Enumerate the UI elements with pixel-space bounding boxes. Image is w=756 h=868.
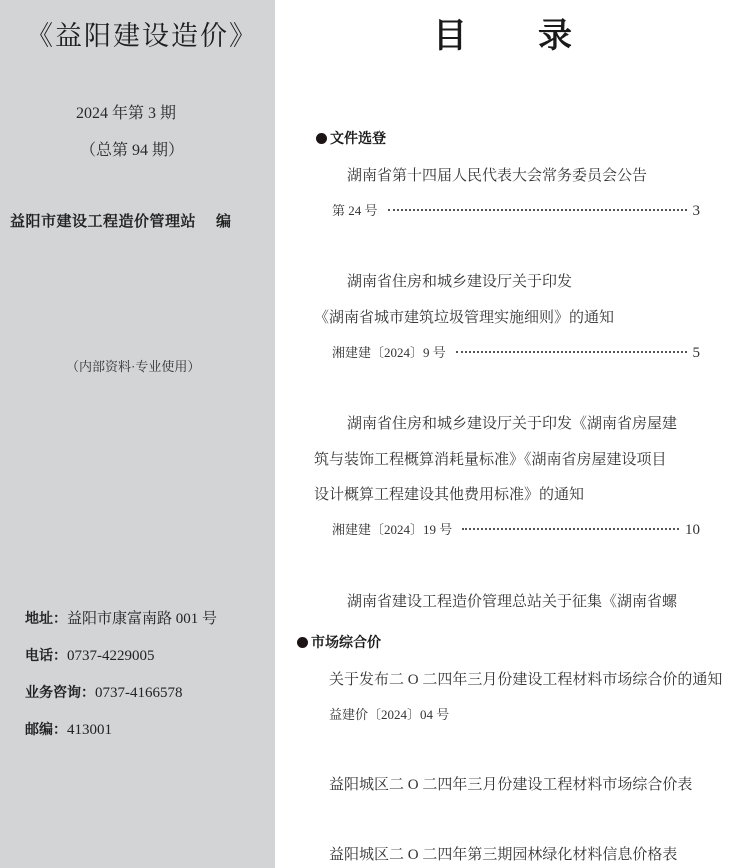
- leader-dots: [388, 209, 687, 211]
- toc-entry-line[interactable]: 《湖南省城市建筑垃圾管理实施细则》的通知: [314, 310, 615, 326]
- toc-title-char-1: 目: [433, 16, 467, 56]
- toc-entry-line[interactable]: 筑与装饰工程概算消耗量标准》《湖南省房屋建设项目: [314, 452, 667, 468]
- toc-entry-ref[interactable]: 湘建建〔2024〕19 号 10: [332, 522, 700, 538]
- leader-dots: [456, 351, 687, 353]
- zip-label: 邮编：: [25, 722, 67, 738]
- editor-suffix: 编: [216, 212, 232, 230]
- toc-entry-line[interactable]: 湖南省第十四届人民代表大会常务委员会公告: [347, 168, 648, 184]
- contact-phone: [25, 645, 155, 665]
- toc-entry-line[interactable]: 益阳城区二 O 二四年第三期园林绿化材料信息价格表: [329, 847, 678, 863]
- internal-use-note: （内部资料·专业使用）: [66, 359, 201, 374]
- leader-dots: [462, 528, 679, 530]
- phone-label: 电话：: [25, 648, 67, 664]
- page-number: 10: [685, 522, 700, 538]
- contact-business-inquiry: [25, 682, 183, 702]
- bullet-icon: [297, 637, 308, 648]
- phone-value: 0737-4229005: [67, 648, 155, 664]
- business-inquiry-value: 0737-4166578: [95, 685, 183, 701]
- bullet-icon: [316, 133, 327, 144]
- toc-entry-line[interactable]: 湖南省住房和城乡建设厅关于印发: [347, 274, 573, 290]
- business-inquiry-label: 业务咨询：: [25, 685, 95, 701]
- zip-value: 413001: [67, 722, 112, 738]
- toc-title-char-2: 录: [538, 16, 572, 56]
- address-label: 地址：: [25, 611, 67, 627]
- toc-entry-line[interactable]: 湖南省住房和城乡建设厅关于印发《湖南省房屋建: [347, 416, 678, 432]
- toc-entry-ref[interactable]: 第 24 号 3: [332, 203, 700, 219]
- page-number: 5: [692, 345, 700, 361]
- toc-entry-ref[interactable]: 益建价〔2024〕04 号: [329, 707, 450, 722]
- toc-entry-line[interactable]: 设计概算工程建设其他费用标准》的通知: [314, 487, 585, 503]
- contact-zip: [25, 719, 112, 739]
- toc-entry-line[interactable]: 湖南省建设工程造价管理总站关于征集《湖南省螺: [347, 594, 678, 610]
- issue-number: 2024 年第 3 期: [76, 105, 177, 122]
- address-value: 益阳市康富南路 001 号: [67, 611, 218, 627]
- editor-line: [10, 210, 232, 231]
- section-heading-documents: 文件选登: [316, 128, 386, 148]
- section-heading-market-prices: 市场综合价: [297, 632, 381, 652]
- toc-entry-line[interactable]: 益阳城区二 O 二四年三月份建设工程材料市场综合价表: [329, 777, 693, 793]
- toc-entry-ref[interactable]: 湘建建〔2024〕9 号 5: [332, 345, 700, 361]
- page-number: 3: [692, 203, 700, 219]
- issue-total-number: （总第 94 期）: [80, 142, 185, 159]
- contact-address: [25, 607, 217, 628]
- magazine-title: 《益阳建设造价》: [26, 21, 258, 52]
- editor-org: 益阳市建设工程造价管理站: [10, 212, 197, 230]
- toc-entry-line[interactable]: 关于发布二 O 二四年三月份建设工程材料市场综合价的通知: [329, 672, 723, 688]
